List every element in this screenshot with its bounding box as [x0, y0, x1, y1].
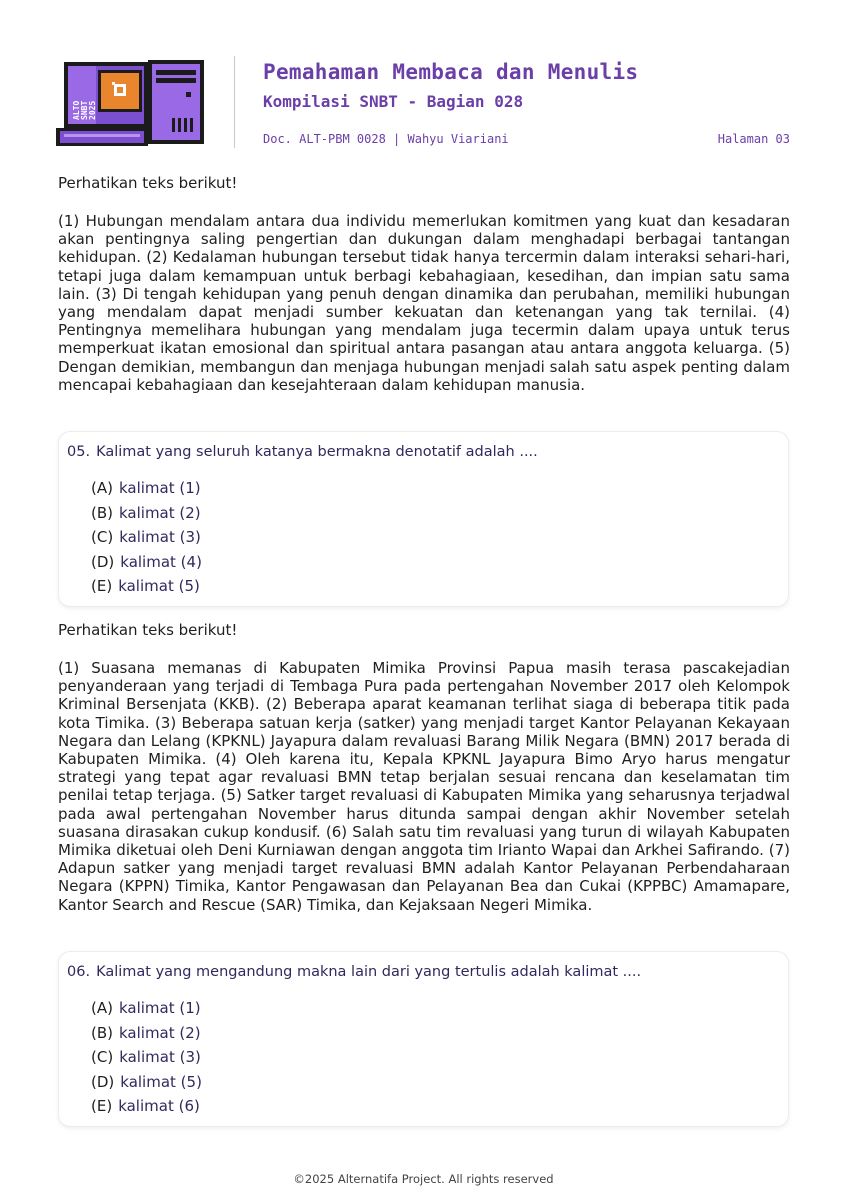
- document-title: Pemahaman Membaca dan Menulis: [263, 60, 639, 84]
- option-label: (D): [91, 1072, 115, 1091]
- retro-computer-logo: [56, 58, 208, 148]
- page-footer: ©2025 Alternatifa Project. All rights reserved: [293, 1172, 554, 1186]
- question-text: [67, 964, 641, 980]
- logo-text-3: 2025: [88, 100, 97, 120]
- answer-options: [91, 996, 202, 1119]
- option-text: kalimat (3): [119, 1048, 201, 1066]
- answer-option[interactable]: [91, 525, 202, 550]
- option-text: kalimat (2): [119, 1023, 201, 1042]
- option-label: (E): [91, 577, 113, 595]
- question-card: [58, 951, 789, 1127]
- question-stem: Kalimat yang mengandung makna lain dari yang tertulis adalah kalimat ....: [96, 964, 642, 980]
- question-stem: Kalimat yang seluruh katanya bermakna denotatif adalah ....: [96, 444, 538, 460]
- option-text: kalimat (3): [119, 528, 201, 546]
- option-label: (A): [91, 479, 113, 497]
- reading-prompt: Perhatikan teks berikut!: [58, 174, 238, 192]
- option-label: (A): [91, 999, 113, 1017]
- reading-prompt: Perhatikan teks berikut!: [58, 621, 238, 639]
- answer-option[interactable]: [91, 1045, 202, 1070]
- option-label: (B): [91, 1023, 113, 1042]
- option-label: (D): [91, 552, 115, 571]
- option-text: kalimat (4): [120, 552, 202, 571]
- answer-options: [91, 476, 202, 599]
- answer-option[interactable]: [91, 550, 202, 575]
- option-label: (E): [91, 1097, 113, 1115]
- answer-option[interactable]: [91, 476, 202, 501]
- answer-option[interactable]: [91, 1070, 202, 1095]
- question-text: [67, 444, 538, 460]
- option-text: kalimat (6): [118, 1097, 200, 1115]
- option-text: kalimat (5): [118, 577, 200, 595]
- reading-passage: (1) Suasana memanas di Kabupaten Mimika Provinsi Papua masih terasa pascakejadian penyanderaan yang terjadi di Tembaga Pura pada pertengahan November 2017 oleh Kelompok Kriminal Bersenjata (KKB). (2) Beberapa aparat keamanan terlihat siaga di beberapa titik pada kota Timika. (3) Beberapa satuan kerja (satker) yang menjadi target Kantor Pelayanan Kekayaan Negara dan Lelang (KPKNL) Jayapura dalam revaluasi Barang Milik Negara (BMN) 2017 berada di Kabupaten Mimika. (4) Oleh karena itu, Kepala KPKNL Jayapura Bimo Aryo harus mengatur strategi yang tepat agar revaluasi BMN tetap berjalan sesuai rencana dan keselamatan tim penilai tetap terjaga. (5) Satker target revaluasi di Kabupaten Mimika yang seharusnya terjadwal pada awal pertengahan November harus ditunda sampai dengan akhir November setelah suasana dirasakan cukup kondusif. (6) Salah satu tim revaluasi yang turun di wilayah Kabupaten Mimika diketuai oleh Deni Kurniawan dengan anggota tim Irianto Wapai dan Arkhei Safirando. (7) Adapun satker yang menjadi target revaluasi BMN adalah Kantor Pelayanan Perbendaharaan Negara (KPPN) Timika, Kantor Pengawasan dan Pelayanan Bea dan Cukai (KPPBC) Amamapare, Kantor Search and Rescue (SAR) Timika, dan Kejaksaan Negeri Mimika.: [58, 659, 790, 914]
- page-header: [56, 56, 792, 148]
- answer-option[interactable]: [91, 996, 202, 1021]
- answer-option[interactable]: [91, 1021, 202, 1046]
- reading-passage: (1) Hubungan mendalam antara dua individu memerlukan komitmen yang kuat dan kesadaran akan pentingnya saling pengertian dan dukungan dalam menghadapi berbagai tantangan kehidupan. (2) Kedalaman hubungan tersebut tidak hanya tercermin dalam interaksi sehari-hari, tetapi juga dalam kemampuan untuk berbagi kebahagiaan, kesedihan, dan impian satu sama lain. (3) Di tengah kehidupan yang penuh dengan dinamika dan perubahan, memiliki hubungan yang mendalam dapat menjadi sumber kekuatan dan ketenangan yang tak ternilai. (4) Pentingnya memelihara hubungan yang mendalam juga tecermin dalam upaya untuk terus memperkuat ikatan emosional dan spiritual antara pasangan atau antara anggota keluarga. (5) Dengan demikian, membangun dan menjaga hubungan menjadi salah satu aspek penting dalam mencapai kebahagiaan dan kesejahteraan dalam kehidupan manusia.: [58, 212, 790, 394]
- answer-option[interactable]: [91, 501, 202, 526]
- question-card: [58, 431, 789, 607]
- option-label: (C): [91, 1048, 114, 1066]
- option-text: kalimat (5): [120, 1072, 202, 1091]
- document-subtitle: Kompilasi SNBT - Bagian 028: [263, 92, 524, 111]
- answer-option[interactable]: [91, 1094, 202, 1119]
- option-text: kalimat (2): [119, 503, 201, 522]
- question-number: 06.: [67, 964, 91, 980]
- option-label: (C): [91, 528, 114, 546]
- logo-text-2: SNBT: [80, 100, 89, 120]
- option-text: kalimat (1): [118, 999, 201, 1017]
- document-info: Doc. ALT-PBM 0028 | Wahyu Viariani: [263, 132, 509, 146]
- page-number: Halaman 03: [717, 132, 790, 146]
- logo-text-1: ALTO: [72, 100, 81, 120]
- question-number: 05.: [67, 444, 91, 460]
- answer-option[interactable]: [91, 574, 202, 599]
- option-text: kalimat (1): [118, 479, 201, 497]
- header-divider: [234, 56, 235, 148]
- option-label: (B): [91, 503, 113, 522]
